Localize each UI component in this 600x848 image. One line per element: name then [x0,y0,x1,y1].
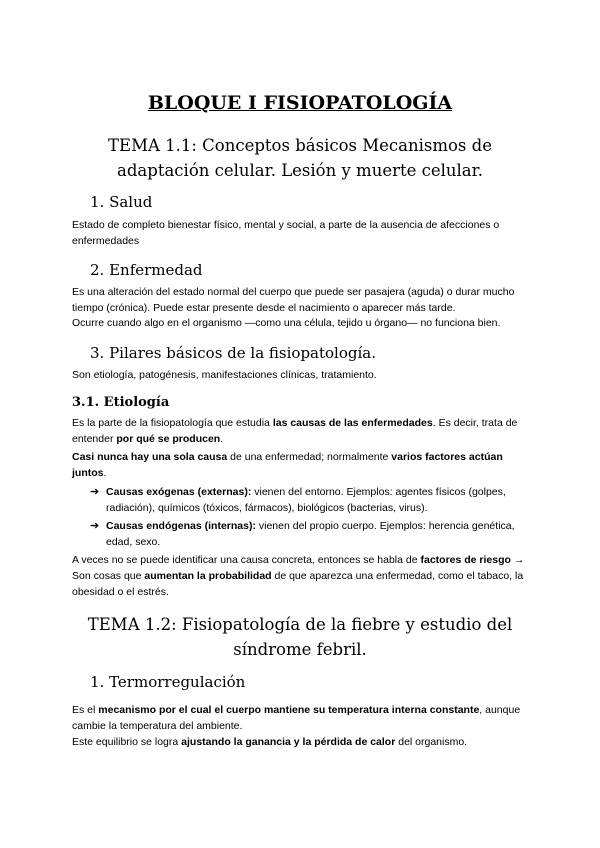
termorregulacion-paragraph-1: Es el mecanismo por el cual el cuerpo mantiene su temperatura interna constante, aunque cambie la temperatura del ambiente. [72,704,521,732]
etiologia-paragraph-2: Casi nunca hay una sola causa de una enfermedad; normalmente varios factores actúan juntos. [72,451,503,479]
enfermedad-text-1: Es una alteración del estado normal del cuerpo que puede ser pasajera (aguda) o durar mucho tiempo (crónica). Puede estar presente desde el nacimiento o aparecer más tarde. [72,286,515,314]
enfermedad-text-2: Ocurre cuando algo en el organismo —como una célula, tejido u órgano— no funciona bien. [72,317,501,329]
arrow-bullet-icon: ➔ [90,520,100,532]
salud-text: Estado de completo bienestar físico, mental y social, a parte de la ausencia de afecciones o enfermedades [72,219,500,247]
pilares-text: Son etiología, patogénesis, manifestaciones clínicas, tratamiento. [72,369,377,381]
tema-2-heading: TEMA 1.2: Fisiopatología de la fiebre y estudio del síndrome febril. [87,615,513,659]
section-enfermedad-heading: 2. Enfermedad [90,261,203,279]
termorregulacion-paragraph-2: Este equilibrio se logra ajustando la ganancia y la pérdida de calor del organismo. [72,736,468,748]
bullet-causas-endogenas: ➔ Causas endógenas (internas): vienen del propio cuerpo. Ejemplos: herencia genética, edad, sexo. [90,520,515,548]
arrow-bullet-icon: ➔ [90,486,100,498]
etiologia-heading: 3.1. Etiología [72,395,170,410]
document-title: BLOQUE I FISIOPATOLOGÍA [147,92,453,114]
etiologia-paragraph-3: A veces no se puede identificar una causa concreta, entonces se habla de factores de riesgo → Son cosas que aumentan la probabilidad de que aparezca una enfermedad, como el tabaco, la obesidad o el estrés. [72,554,525,598]
section-salud-heading: 1. Salud [90,193,153,211]
etiologia-paragraph-1: Es la parte de la fisiopatología que estudia las causas de las enfermedades. Es decir, trata de entender por qué se producen. [72,417,518,445]
section-termorregulacion-heading: 1. Termorregulación [90,673,246,691]
bullet-causas-exogenas: ➔ Causas exógenas (externas): vienen del entorno. Ejemplos: agentes físicos (golpes, radiación), químicos (tóxicos, fármacos), biológicos (bacterias, virus). [90,486,506,514]
tema-1-heading: TEMA 1.1: Conceptos básicos Mecanismos de adaptación celular. Lesión y muerte celular. [108,136,492,180]
section-pilares-heading: 3. Pilares básicos de la fisiopatología. [90,344,376,362]
